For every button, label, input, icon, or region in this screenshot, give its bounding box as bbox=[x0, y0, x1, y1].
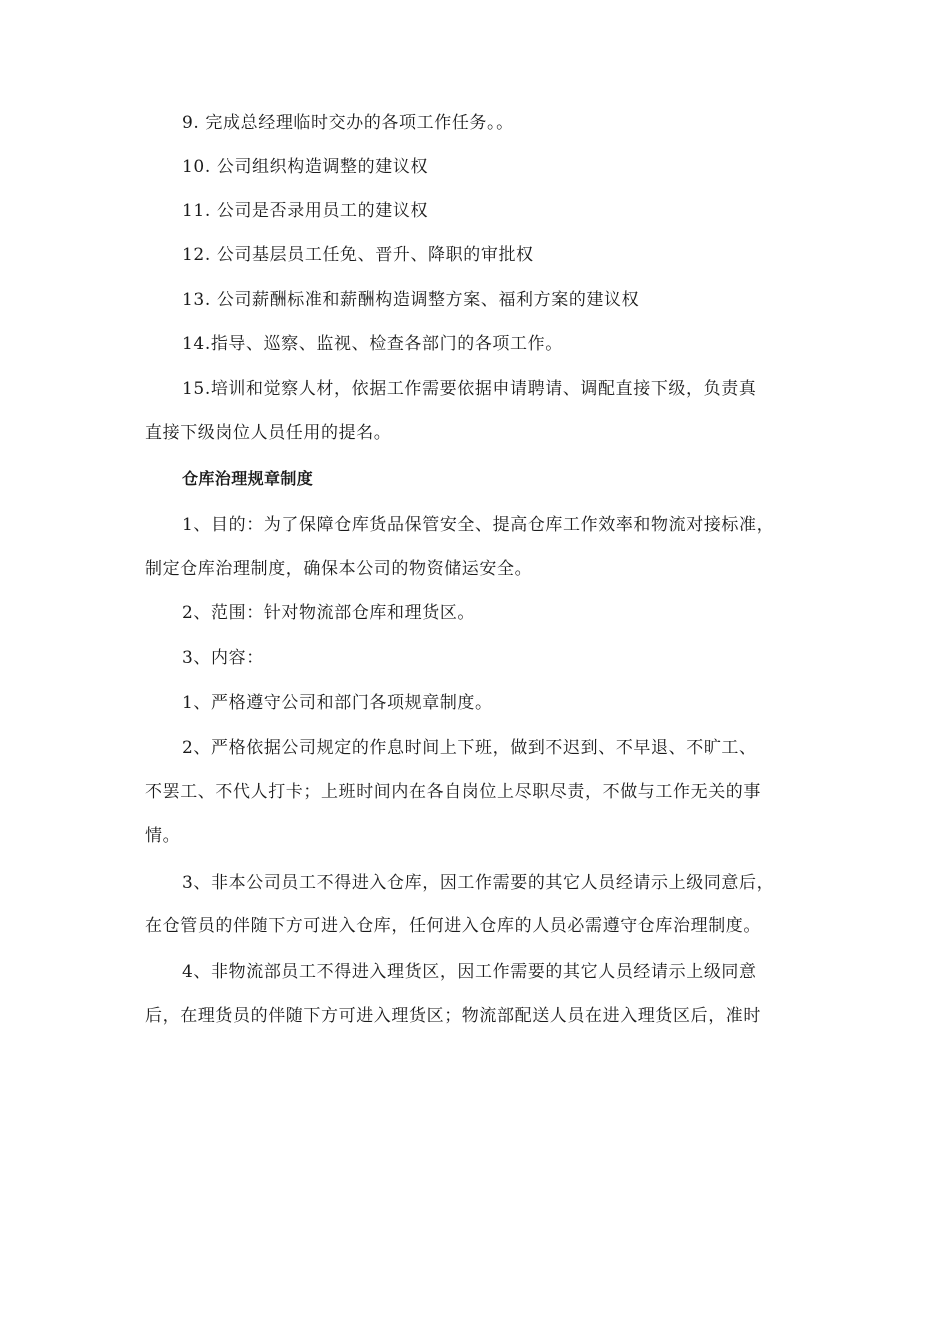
list-item: 12. 公司基层员工任免、晋升、降职的审批权 bbox=[182, 245, 534, 265]
section-title: 仓库治理规章制度 bbox=[182, 469, 314, 488]
paragraph-line: 2、范围：针对物流部仓库和理货区。 bbox=[182, 603, 476, 623]
list-item: 9. 完成总经理临时交办的各项工作任务。。 bbox=[182, 113, 514, 133]
paragraph-line: 1、严格遵守公司和部门各项规章制度。 bbox=[182, 693, 493, 713]
list-item: 14.指导、巡察、监视、检查各部门的各项工作。 bbox=[182, 334, 563, 354]
paragraph-line: 2、严格依据公司规定的作息时间上下班，做到不迟到、不早退、不旷工、 bbox=[182, 738, 757, 758]
list-item: 15.培训和觉察人材，依据工作需要依据申请聘请、调配直接下级，负责真 bbox=[182, 379, 757, 399]
paragraph-line: 情。 bbox=[145, 826, 181, 846]
paragraph-line: 3、内容： bbox=[182, 648, 264, 668]
paragraph-line: 4、非物流部员工不得进入理货区，因工作需要的其它人员经请示上级同意 bbox=[182, 962, 757, 982]
paragraph-line: 在仓管员的伴随下方可进入仓库，任何进入仓库的人员必需遵守仓库治理制度。 bbox=[145, 916, 761, 936]
list-item-continuation: 直接下级岗位人员任用的提名。 bbox=[145, 423, 392, 443]
list-item: 13. 公司薪酬标准和薪酬构造调整方案、福利方案的建议权 bbox=[182, 290, 640, 310]
list-item: 10. 公司组织构造调整的建议权 bbox=[182, 157, 429, 177]
paragraph-line: 制定仓库治理制度，确保本公司的物资储运安全。 bbox=[145, 559, 533, 579]
list-item: 11. 公司是否录用员工的建议权 bbox=[182, 201, 429, 221]
paragraph-line: 后，在理货员的伴随下方可进入理货区；物流部配送人员在进入理货区后，准时 bbox=[145, 1006, 761, 1026]
paragraph-line: 不罢工、不代人打卡；上班时间内在各自岗位上尽职尽责，不做与工作无关的事 bbox=[145, 782, 761, 802]
paragraph-line: 1、目的：为了保障仓库货品保管安全、提高仓库工作效率和物流对接标准， bbox=[182, 515, 775, 535]
paragraph-line: 3、非本公司员工不得进入仓库，因工作需要的其它人员经请示上级同意后， bbox=[182, 873, 775, 893]
